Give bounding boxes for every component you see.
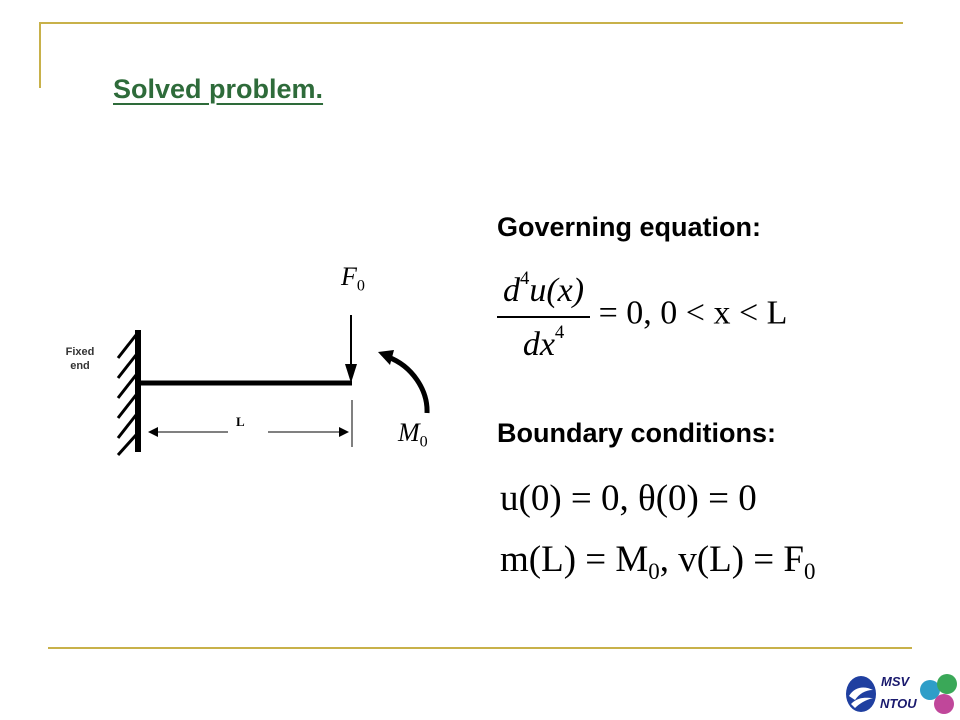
fixed-end-label: Fixed end (65, 346, 95, 372)
moment-symbol: M (398, 418, 420, 447)
moment-arrow (388, 357, 427, 413)
boundary-conditions-heading: Boundary conditions: (497, 418, 776, 448)
boundary-condition-1: u(0) = 0, θ(0) = 0 (500, 478, 757, 519)
wall-hatching (118, 335, 136, 455)
moment-label (398, 418, 428, 452)
force-subscript: 0 (356, 277, 365, 295)
force-symbol: F (341, 262, 357, 291)
moment-arrowhead (378, 350, 394, 365)
logo-text-msv: MSV (881, 674, 910, 689)
governing-equation (497, 268, 787, 364)
logo-text-ntou: NTOU (880, 696, 917, 711)
governing-rhs: = 0, 0 < x < L (598, 294, 788, 332)
logo-circle-pink (934, 694, 954, 714)
msv-ntou-logo (843, 668, 958, 718)
force-arrowhead (345, 364, 357, 383)
derivative-fraction (497, 268, 590, 364)
boundary-condition-2: $m(L) = M_0$, $v(L) = F_0$ (500, 539, 816, 585)
governing-equation-heading: Governing equation: (497, 212, 762, 242)
force-label (341, 262, 365, 296)
fraction-denominator: $dx^4$ (522, 321, 565, 363)
logo-circle-green (937, 674, 957, 694)
fraction-numerator: $d^4u(x)$ (497, 268, 590, 318)
slide-title: Solved problem. (113, 74, 324, 104)
moment-subscript: 0 (419, 433, 428, 451)
length-label: L (236, 414, 245, 429)
